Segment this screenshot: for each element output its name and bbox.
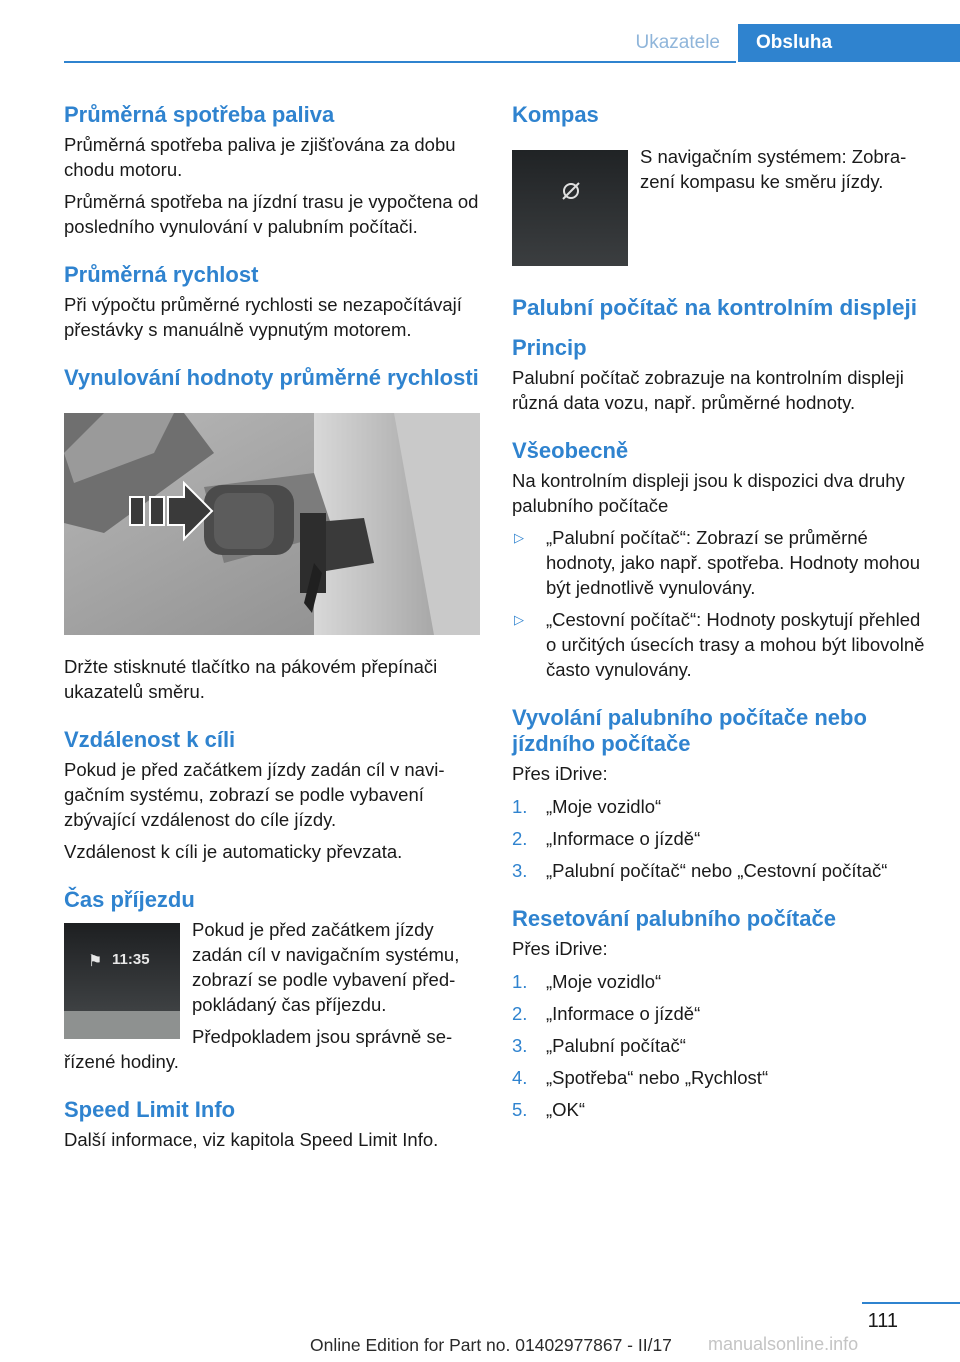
heading-kompas: Kompas <box>512 102 599 127</box>
paragraph: Držte stisknuté tlačítko na pákovém přepínači ukazatelů směru. <box>64 656 438 702</box>
watermark: manualsonline.info <box>708 1334 859 1354</box>
page-number: 111 <box>867 1310 898 1332</box>
steps-list <box>512 969 925 1122</box>
list-item: 1. „Moje vozidlo“ <box>512 971 662 992</box>
paragraph: Předpokladem jsou správně seřízené hodiny. <box>64 1026 453 1072</box>
heading-princip: Princip <box>512 335 587 360</box>
paragraph: Průměrná spotřeba na jízdní trasu je vypočtena od posledního vynulování v palubním počítači. <box>64 191 479 237</box>
right-column <box>512 102 925 1129</box>
paragraph: Další informace, viz kapitola Speed Limit Info. <box>64 1129 439 1150</box>
left-column <box>64 102 480 1159</box>
steps-list <box>512 794 925 883</box>
heading-vzdalenost-k-cili: Vzdálenost k cíli <box>64 727 236 752</box>
heading-cas-prijezdu: Čas příjezdu <box>64 887 195 912</box>
paragraph: Při výpočtu průměrné rychlosti se nezapočítávají přestávky s manuálně vypnutým motorem. <box>64 294 462 340</box>
triangle-bullet-icon: ▷ <box>514 612 524 627</box>
tab-ukazatele[interactable]: Ukazatele <box>635 32 720 53</box>
list-item: 2. „Informace o jízdě“ <box>512 828 701 849</box>
heading-prumerna-rychlost: Průměrná rychlost <box>64 262 259 287</box>
heading-speed-limit-info: Speed Limit Info <box>64 1097 236 1122</box>
heading-vyvolani: Vyvolání palubního počítače nebo jízdního počítače <box>512 705 867 756</box>
list-item: 1. „Moje vozidlo“ <box>512 796 662 817</box>
heading-prumerna-spotreba: Průměrná spotřeba paliva <box>64 102 335 127</box>
list-item: 5. „OK“ <box>512 1099 586 1120</box>
paragraph: Palubní počítač zobrazuje na kontrolním displeji různá data vozu, např. průměrné hodnoty. <box>512 367 904 413</box>
bullet-list <box>512 525 925 682</box>
paragraph: Pokud je před začátkem jízdy zadán cíl v navigačním systému, zobrazí se podle vybavení zbývající vzdálenost do cíle jízdy. <box>64 759 445 830</box>
header-rule <box>64 61 736 63</box>
arrival-time-value: 11:35 <box>112 951 150 968</box>
list-item: 3. „Palubní počítač“ <box>512 1035 686 1056</box>
paragraph: Vzdálenost k cíli je automaticky převzata. <box>64 841 403 862</box>
list-item: ▷ „Cestovní počítač“: Hodnoty poskytují přehled o určitých úsecích trasy a mohou být libovolně často vynulovány. <box>514 609 925 680</box>
compass-display <box>512 150 628 266</box>
heading-resetovani: Resetování palubního počítače <box>512 906 836 931</box>
list-item: ▷ „Palubní počítač“: Zobrazí se průměrné hodnoty, jako např. spotřeba. Hodnoty mohou být jednotlivě vynulovány. <box>514 527 921 598</box>
paragraph: Pokud je před začátkem jízdy zadán cíl v navigačním systému, zobrazí se podle vybavení předpokládaný čas příjezdu. <box>192 919 460 1015</box>
paragraph: Přes iDrive: <box>512 763 608 784</box>
heading-vseobecne: Všeobecně <box>512 438 629 463</box>
navigation-icon: ⚑ <box>88 953 103 970</box>
footer-rule <box>862 1302 960 1304</box>
list-item: 4. „Spotřeba“ nebo „Rychlost“ <box>512 1067 769 1088</box>
arrival-time-display <box>64 917 180 1039</box>
list-item: 3. „Palubní počítač“ nebo „Cestovní počítač“ <box>512 860 888 881</box>
heading-vynulovani: Vynulování hodnoty průměrné rychlosti <box>64 365 479 390</box>
heading-palubni-pocitac: Palubní počítač na kontrolním displeji <box>512 295 918 320</box>
paragraph: Na kontrolním displeji jsou k dispozici dva druhy palubního počítače <box>512 470 905 516</box>
triangle-bullet-icon: ▷ <box>514 530 524 545</box>
stalk-button-photo <box>64 413 480 635</box>
paragraph: Přes iDrive: <box>512 938 608 959</box>
section-tabs <box>618 24 960 62</box>
list-item: 2. „Informace o jízdě“ <box>512 1003 701 1024</box>
compass-icon <box>560 180 582 202</box>
paragraph: Průměrná spotřeba paliva je zjišťována za dobu chodu motoru. <box>64 134 456 180</box>
edition-note: Online Edition for Part no. 01402977867 - II/17 <box>310 1335 672 1355</box>
paragraph: S navigačním systémem: Zobrazení kompasu ke směru jízdy. <box>640 146 907 192</box>
tab-obsluha[interactable]: Obsluha <box>738 24 960 62</box>
